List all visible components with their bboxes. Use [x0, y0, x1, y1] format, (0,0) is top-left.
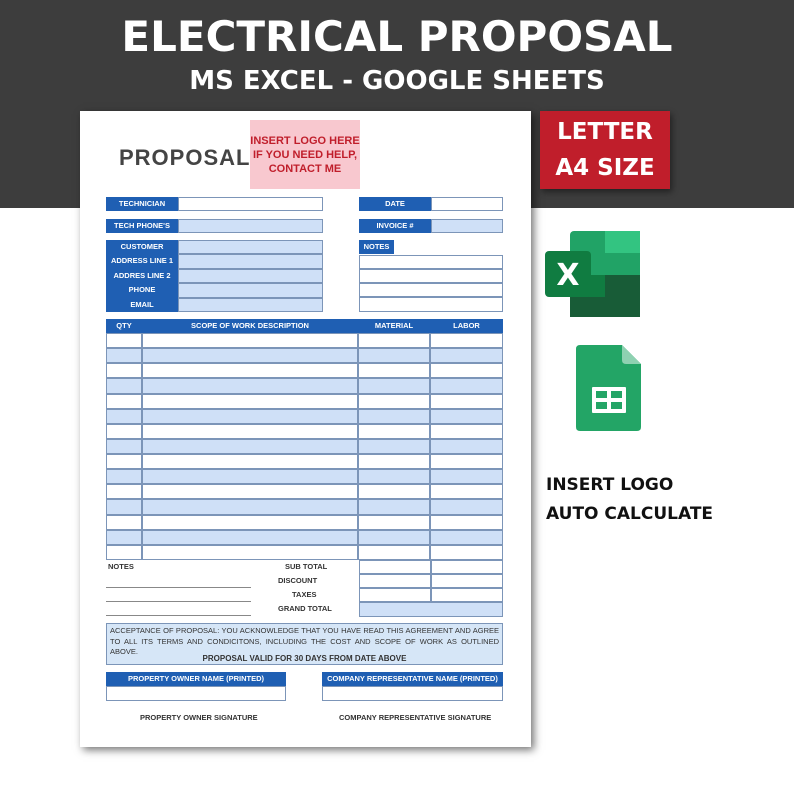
- discount-label: DISCOUNT: [278, 576, 318, 585]
- phone-field[interactable]: [178, 283, 323, 297]
- table-cell[interactable]: [142, 333, 358, 348]
- notes-underline: [106, 601, 251, 602]
- table-row: [106, 439, 503, 454]
- table-cell[interactable]: [106, 424, 142, 439]
- rep-signature-label: COMPANY REPRESENTATIVE SIGNATURE: [339, 713, 492, 722]
- customer-field[interactable]: [178, 240, 323, 254]
- table-cell[interactable]: [106, 499, 142, 514]
- owner-signature-label: PROPERTY OWNER SIGNATURE: [140, 713, 258, 722]
- size-badge: [540, 111, 670, 189]
- notes-line[interactable]: [359, 283, 503, 297]
- table-cell[interactable]: [358, 530, 430, 545]
- table-cell[interactable]: [106, 363, 142, 378]
- address-line-2-label: ADDRES LINE 2: [106, 269, 178, 283]
- feature-insert-logo: INSERT LOGO: [546, 475, 674, 495]
- bottom-notes-label: NOTES: [108, 562, 134, 571]
- table-row: [106, 348, 503, 363]
- notes-line[interactable]: [359, 269, 503, 283]
- scope-header: SCOPE OF WORK DESCRIPTION: [142, 319, 358, 333]
- svg-text:X: X: [556, 258, 580, 293]
- owner-name-label: PROPERTY OWNER NAME (PRINTED): [106, 672, 286, 686]
- table-cell[interactable]: [142, 378, 358, 393]
- technician-label: TECHNICIAN: [106, 197, 178, 211]
- labor-header: LABOR: [430, 319, 503, 333]
- notes-underline: [106, 615, 251, 616]
- table-row: [106, 409, 503, 424]
- table-cell[interactable]: [358, 363, 430, 378]
- table-cell[interactable]: [106, 378, 142, 393]
- phone-label: PHONE: [106, 283, 178, 297]
- table-cell[interactable]: [358, 469, 430, 484]
- table-cell[interactable]: [430, 409, 503, 424]
- table-cell[interactable]: [142, 348, 358, 363]
- customer-label: CUSTOMER: [106, 240, 178, 254]
- subtotal-material[interactable]: [359, 560, 431, 574]
- email-label: EMAIL: [106, 298, 178, 312]
- table-row: [106, 424, 503, 439]
- date-label: DATE: [359, 197, 431, 211]
- size-letter: LETTER: [557, 119, 653, 145]
- taxes-material[interactable]: [359, 588, 431, 602]
- customer-block: [106, 240, 323, 312]
- table-cell[interactable]: [430, 348, 503, 363]
- table-cell[interactable]: [358, 499, 430, 514]
- table-cell[interactable]: [142, 515, 358, 530]
- invoice-field[interactable]: [431, 219, 503, 233]
- table-cell[interactable]: [106, 515, 142, 530]
- taxes-label: TAXES: [292, 590, 317, 599]
- table-cell[interactable]: [430, 363, 503, 378]
- address-line-1-label: ADDRESS LINE 1: [106, 254, 178, 268]
- table-cell[interactable]: [106, 409, 142, 424]
- feature-list: [546, 471, 713, 529]
- subtotal-label: SUB TOTAL: [285, 562, 328, 571]
- table-cell[interactable]: [430, 469, 503, 484]
- notes-line[interactable]: [359, 297, 503, 312]
- proposal-sheet: [80, 111, 531, 747]
- owner-name-field[interactable]: [106, 686, 286, 701]
- table-cell[interactable]: [358, 484, 430, 499]
- table-cell[interactable]: [430, 454, 503, 469]
- table-row: [106, 515, 503, 530]
- table-cell[interactable]: [106, 333, 142, 348]
- table-row: [106, 363, 503, 378]
- acceptance-text: ACCEPTANCE OF PROPOSAL: YOU ACKNOWLEDGE THAT YOU HAVE READ THIS AGREEMENT AND AGREE TO ALL ITS TERMS AND CONDICITONS, INCLUDING THE COST AND SCOPE OF WORK AS OUTLINED ABOVE.: [110, 626, 499, 656]
- table-cell[interactable]: [430, 394, 503, 409]
- table-cell[interactable]: [358, 394, 430, 409]
- table-cell[interactable]: [106, 484, 142, 499]
- scope-of-work-table: [106, 319, 503, 560]
- table-cell[interactable]: [358, 454, 430, 469]
- address-line-1-field[interactable]: [178, 254, 323, 268]
- address-line-2-field[interactable]: [178, 269, 323, 283]
- qty-header: QTY: [106, 319, 142, 333]
- table-cell[interactable]: [358, 333, 430, 348]
- rep-name-field[interactable]: [322, 686, 503, 701]
- table-cell[interactable]: [106, 348, 142, 363]
- tech-phone-field[interactable]: [178, 219, 323, 233]
- table-cell[interactable]: [430, 484, 503, 499]
- table-cell[interactable]: [430, 333, 503, 348]
- table-cell[interactable]: [142, 530, 358, 545]
- table-cell[interactable]: [142, 499, 358, 514]
- table-cell[interactable]: [430, 499, 503, 514]
- table-cell[interactable]: [106, 439, 142, 454]
- subtotal-labor[interactable]: [431, 560, 503, 574]
- feature-auto-calculate: AUTO CALCULATE: [546, 504, 714, 524]
- validity-text: PROPOSAL VALID FOR 30 DAYS FROM DATE ABOVE: [202, 654, 407, 663]
- table-cell[interactable]: [430, 439, 503, 454]
- grand-total-label: GRAND TOTAL: [278, 604, 332, 613]
- table-cell[interactable]: [358, 424, 430, 439]
- table-cell[interactable]: [430, 515, 503, 530]
- table-row: [106, 469, 503, 484]
- notes-line[interactable]: [359, 255, 503, 269]
- table-row: [106, 545, 503, 560]
- table-cell[interactable]: [106, 454, 142, 469]
- table-row: [106, 378, 503, 393]
- table-cell[interactable]: [358, 378, 430, 393]
- banner-title: ELECTRICAL PROPOSAL: [121, 12, 673, 61]
- logo-placeholder: INSERT LOGO HERE IF YOU NEED HELP, CONTACT ME: [250, 120, 360, 189]
- notes-label: NOTES: [359, 240, 394, 254]
- date-field[interactable]: [431, 197, 503, 211]
- size-a4: A4 SIZE: [555, 155, 655, 181]
- table-row: [106, 454, 503, 469]
- table-cell[interactable]: [142, 439, 358, 454]
- table-cell[interactable]: [142, 454, 358, 469]
- acceptance-box: [106, 623, 503, 665]
- google-sheets-icon: [576, 345, 642, 431]
- table-cell[interactable]: [430, 530, 503, 545]
- table-cell[interactable]: [358, 439, 430, 454]
- rep-name-label: COMPANY REPRESENTATIVE NAME (PRINTED): [322, 672, 503, 686]
- table-cell[interactable]: [430, 545, 503, 560]
- table-cell[interactable]: [142, 409, 358, 424]
- excel-icon: [544, 231, 642, 319]
- table-cell[interactable]: [106, 394, 142, 409]
- table-cell[interactable]: [106, 469, 142, 484]
- table-cell[interactable]: [430, 378, 503, 393]
- table-cell[interactable]: [358, 545, 430, 560]
- invoice-label: INVOICE #: [359, 219, 431, 233]
- table-cell[interactable]: [142, 545, 358, 560]
- table-cell[interactable]: [142, 484, 358, 499]
- table-row: [106, 484, 503, 499]
- table-row: [106, 333, 503, 348]
- tech-phone-label: TECH PHONE'S: [106, 219, 178, 233]
- table-cell[interactable]: [358, 348, 430, 363]
- table-cell[interactable]: [142, 363, 358, 378]
- notes-underline: [106, 587, 251, 588]
- table-cell[interactable]: [142, 394, 358, 409]
- technician-field[interactable]: [178, 197, 323, 211]
- discount-material[interactable]: [359, 574, 431, 588]
- discount-labor[interactable]: [431, 574, 503, 588]
- grand-total-field[interactable]: [359, 602, 503, 617]
- table-cell[interactable]: [106, 530, 142, 545]
- table-body: [106, 333, 503, 560]
- table-row: [106, 394, 503, 409]
- table-cell[interactable]: [358, 409, 430, 424]
- taxes-labor[interactable]: [431, 588, 503, 602]
- banner-subtitle: MS EXCEL - GOOGLE SHEETS: [189, 66, 605, 96]
- table-cell[interactable]: [142, 424, 358, 439]
- form-title: PROPOSAL: [119, 145, 251, 170]
- table-cell[interactable]: [430, 424, 503, 439]
- material-header: MATERIAL: [358, 319, 430, 333]
- table-row: [106, 499, 503, 514]
- email-field[interactable]: [178, 298, 323, 312]
- table-cell[interactable]: [106, 545, 142, 560]
- table-cell[interactable]: [358, 515, 430, 530]
- table-row: [106, 530, 503, 545]
- table-cell[interactable]: [142, 469, 358, 484]
